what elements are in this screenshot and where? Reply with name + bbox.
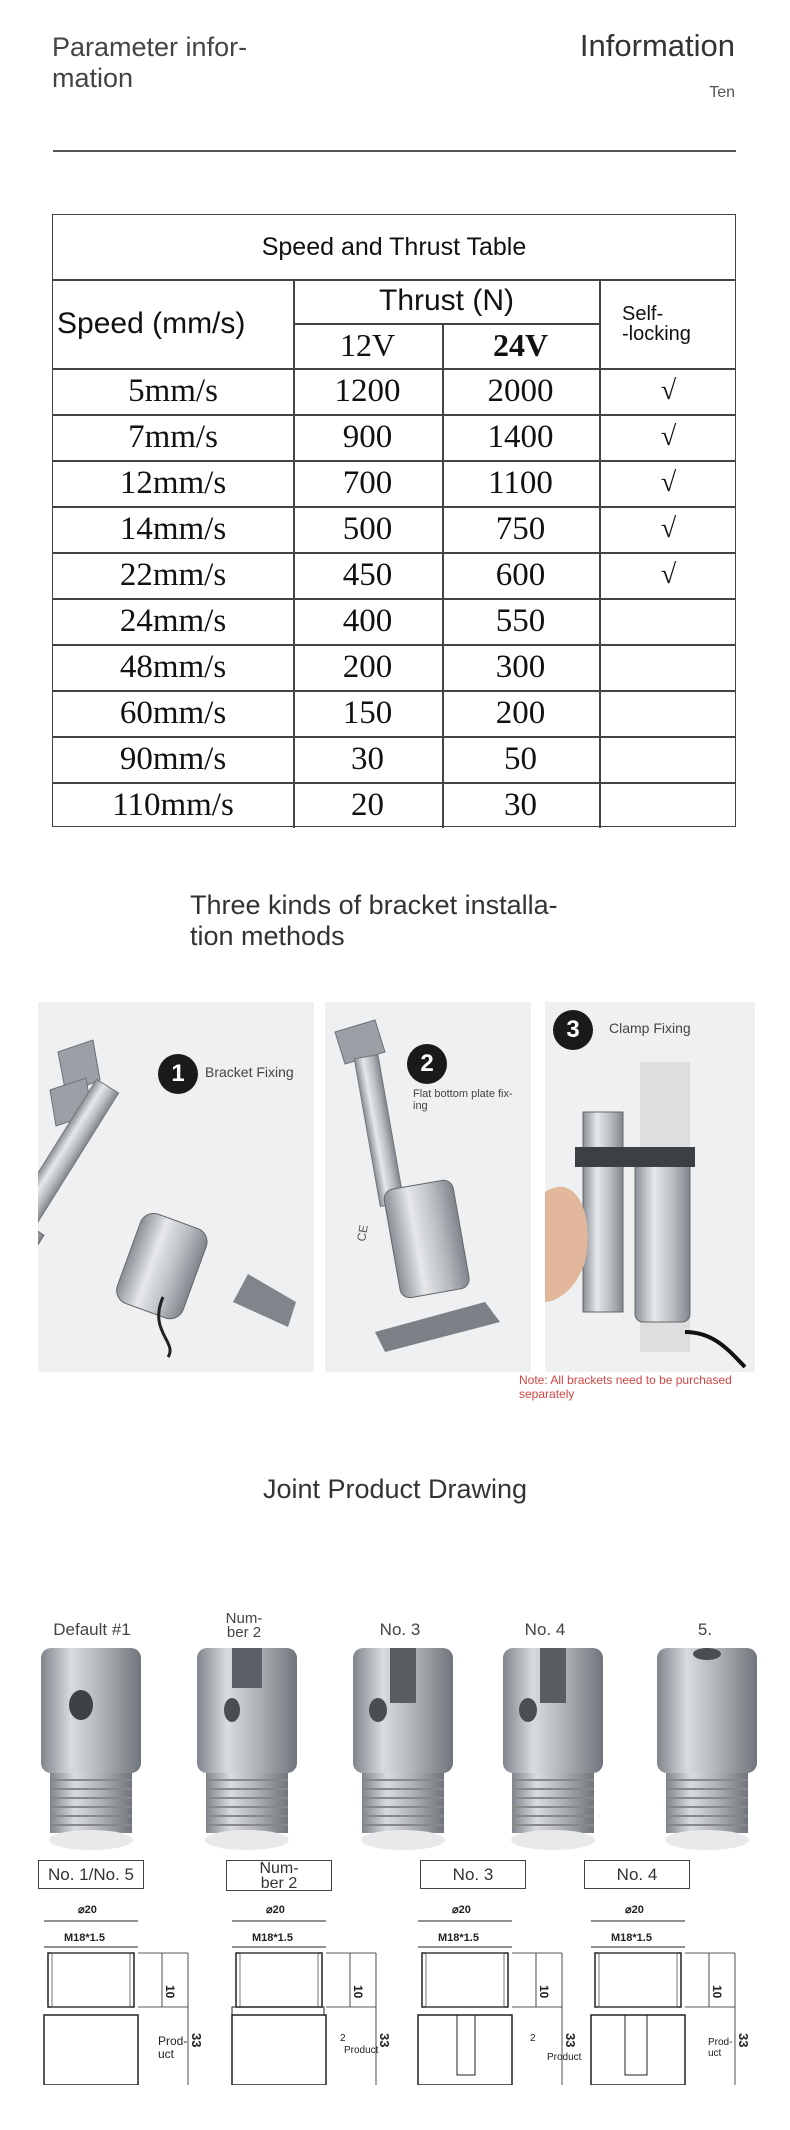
speed-cell: 12mm/s <box>119 464 227 501</box>
bracket-section-title: Three kinds of bracket installa- tion methods <box>190 890 558 951</box>
speed-cell: 7mm/s <box>128 418 218 455</box>
self-locking-cell: √ <box>660 513 677 544</box>
drawing-label-box: Num- ber 2 <box>226 1860 332 1891</box>
clamp-fixing-photo <box>545 1002 755 1372</box>
dim-thread: M18*1.5 <box>611 1932 652 1944</box>
actuator-illustration <box>545 1002 755 1372</box>
information-title: Information <box>579 28 735 63</box>
dim-thread: M18*1.5 <box>64 1932 105 1944</box>
bracket-fixing-photo <box>38 1002 314 1372</box>
self-locking-cell: √ <box>660 467 677 498</box>
speed-cell: 22mm/s <box>119 556 227 593</box>
product-label: uct <box>708 2048 722 2059</box>
technical-drawing <box>38 1895 208 2085</box>
dim-thread: M18*1.5 <box>252 1932 293 1944</box>
joint-section-title: Joint Product Drawing <box>262 1474 528 1504</box>
drawing-label-box: No. 4 <box>584 1860 690 1889</box>
self-locking-cell <box>600 690 737 736</box>
bracket-number-badge: 1 <box>158 1054 198 1094</box>
dim-diameter: ⌀20 <box>625 1904 644 1916</box>
product-label: Product <box>344 2045 379 2056</box>
thrust-24v-cell: 200 <box>495 694 546 731</box>
drawing-label-box: No. 3 <box>420 1860 526 1889</box>
thrust-24v-cell: 300 <box>495 648 546 685</box>
thrust-12v-cell: 200 <box>342 648 393 685</box>
bracket-label: Flat bottom plate fix- ing <box>413 1088 513 1112</box>
joint-label: 5. <box>697 1620 713 1639</box>
thrust-12v-cell: 500 <box>342 510 393 547</box>
dim-diameter: ⌀20 <box>266 1904 285 1916</box>
voltage-12v-header: 12V <box>339 327 396 363</box>
technical-drawing <box>412 1895 582 2085</box>
self-locking-header: Self- -locking <box>622 302 691 345</box>
thrust-12v-cell: 1200 <box>334 372 401 409</box>
thrust-12v-cell: 30 <box>351 740 384 777</box>
dim-10: 10 <box>163 1985 177 1999</box>
information-subtitle: Ten <box>709 84 735 101</box>
thrust-12v-cell: 150 <box>342 694 393 731</box>
thrust-24v-cell: 50 <box>504 740 537 777</box>
dim-33: 33 <box>377 2033 392 2048</box>
product-label: Prod- <box>708 2037 733 2048</box>
dim-thread: M18*1.5 <box>438 1932 479 1944</box>
speed-header: Speed (mm/s) <box>57 306 246 340</box>
thrust-12v-cell: 900 <box>342 418 393 455</box>
joint-photo <box>36 1640 146 1865</box>
flat-bottom-plate-photo <box>325 1002 531 1372</box>
technical-drawing <box>585 1895 755 2085</box>
self-locking-cell <box>600 598 737 644</box>
product-label: Prod- <box>158 2034 188 2048</box>
thrust-24v-cell: 30 <box>504 786 537 823</box>
joint-label: Default #1 <box>53 1620 131 1639</box>
joint-label: Num- ber 2 <box>225 1610 263 1641</box>
joint-photo <box>498 1640 608 1865</box>
thrust-24v-cell: 550 <box>495 602 546 639</box>
bracket-number-badge: 3 <box>553 1010 593 1050</box>
speed-cell: 110mm/s <box>112 786 234 823</box>
thrust-header: Thrust (N) <box>379 284 514 317</box>
speed-cell: 24mm/s <box>119 602 227 639</box>
technical-drawing <box>226 1895 396 2085</box>
dim-33: 33 <box>563 2033 578 2048</box>
dim-33: 33 <box>736 2033 751 2048</box>
dim-2: 2 <box>530 2033 536 2044</box>
joint-label: No. 3 <box>379 1620 421 1639</box>
voltage-24v-header: 24V <box>492 327 549 363</box>
speed-cell: 14mm/s <box>119 510 227 547</box>
bracket-label: Bracket Fixing <box>205 1064 294 1080</box>
thrust-24v-cell: 750 <box>495 510 546 547</box>
speed-cell: 90mm/s <box>119 740 227 777</box>
dim-10: 10 <box>351 1985 365 1999</box>
dim-diameter: ⌀20 <box>78 1904 97 1916</box>
thrust-24v-cell: 1400 <box>487 418 554 455</box>
speed-thrust-table <box>52 214 736 827</box>
thrust-24v-cell: 2000 <box>487 372 554 409</box>
thrust-12v-cell: 400 <box>342 602 393 639</box>
speed-cell: 60mm/s <box>119 694 227 731</box>
self-locking-cell: √ <box>660 375 677 406</box>
header-divider <box>53 150 736 152</box>
joint-photo <box>192 1640 302 1865</box>
speed-cell: 5mm/s <box>128 372 218 409</box>
joint-label: No. 4 <box>524 1620 566 1639</box>
dim-10: 10 <box>537 1985 551 1999</box>
self-locking-cell <box>600 736 737 782</box>
speed-cell: 48mm/s <box>119 648 227 685</box>
dim-33: 33 <box>189 2033 204 2048</box>
thrust-12v-cell: 20 <box>351 786 384 823</box>
bracket-number-badge: 2 <box>407 1044 447 1084</box>
svg-text:CE: CE <box>354 1223 371 1243</box>
thrust-24v-cell: 600 <box>495 556 546 593</box>
self-locking-cell <box>600 782 737 828</box>
dim-diameter: ⌀20 <box>452 1904 471 1916</box>
drawing-label-box: No. 1/No. 5 <box>38 1860 144 1889</box>
self-locking-cell: √ <box>660 559 677 590</box>
self-locking-cell <box>600 644 737 690</box>
thrust-24v-cell: 1100 <box>488 464 553 501</box>
joint-photo <box>652 1640 762 1865</box>
thrust-12v-cell: 700 <box>342 464 393 501</box>
product-label: Product <box>547 2052 582 2063</box>
table-caption: Speed and Thrust Table <box>261 232 527 261</box>
bracket-purchase-note: Note: All brackets need to be purchased separately <box>519 1373 732 1401</box>
thrust-12v-cell: 450 <box>342 556 393 593</box>
self-locking-cell: √ <box>660 421 677 452</box>
joint-photo <box>348 1640 458 1865</box>
product-label: uct <box>158 2047 175 2061</box>
dim-10: 10 <box>710 1985 724 1999</box>
dim-2: 2 <box>340 2033 346 2044</box>
bracket-label: Clamp Fixing <box>609 1020 691 1036</box>
parameter-info-title: Parameter infor- mation <box>52 32 248 93</box>
